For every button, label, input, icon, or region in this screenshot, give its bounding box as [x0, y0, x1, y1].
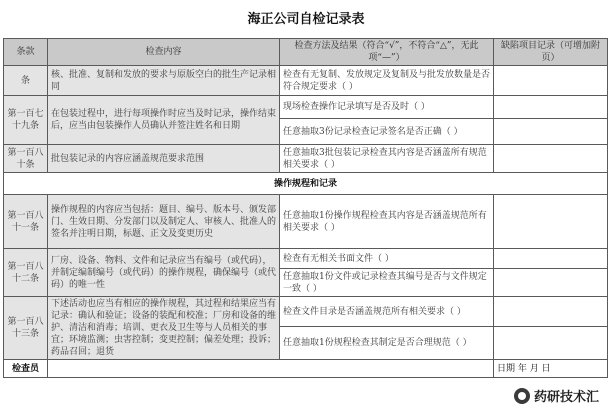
check-cell: 任意抽取1份规程检查其制定是否合理规范（ ）: [280, 327, 494, 360]
clause-cell: 第一百八十条: [4, 145, 48, 173]
check-cell: 任意抽取1份操作规程检查其内容是否涵盖规范所有相关要求（ ）: [280, 195, 494, 249]
date-field[interactable]: 日期 年 月 日: [494, 360, 608, 378]
check-cell: 现场检查操作记录填写是否及时（ ）: [280, 96, 494, 119]
section-title: 操作规程和记录: [4, 173, 608, 195]
check-cell: 任意抽取3份记录检查记录签名是否正确（ ）: [280, 119, 494, 145]
content-cell: 下述活动也应当有相应的操作规程，其过程和结果应当有记录：确认和验证；设备的装配和校准；厂房和设备的维护、清洁和消毒；培训、更衣及卫生等与人员相关的事宜；环境监测；虫害控制；变更控制；偏差处理；投诉；药品召回；退货: [48, 297, 280, 360]
check-cell: 检查有无复制、发放规定及复制及与批发放数量是否符合规定要求（ ）: [280, 66, 494, 96]
section-row: [4, 173, 608, 195]
inspector-signature-field[interactable]: [48, 360, 494, 378]
content-cell: 在包装过程中，进行每项操作时应当及时记录，操作结束后，应当由包装操作人员确认并签注姓名和日期: [48, 96, 280, 145]
clause-cell: 第一百八十三条: [4, 297, 48, 360]
table-row: [4, 297, 608, 327]
inspection-table: [3, 38, 608, 378]
watermark-text: 药研技术汇: [533, 390, 599, 405]
header-clause: 条款: [4, 39, 48, 66]
table-row: [4, 96, 608, 119]
wechat-icon: [514, 388, 530, 404]
check-cell: 任意抽取3批包装记录检查其内容是否涵盖所有规范相关要求（ ）: [280, 145, 494, 173]
header-content: 检查内容: [48, 39, 280, 66]
defect-cell[interactable]: [494, 195, 608, 249]
clause-cell: 第一百七十九条: [4, 96, 48, 145]
table-row: [4, 145, 608, 173]
watermark: [511, 385, 602, 406]
content-cell: 核、批准、复制和发放的要求与原版空白的批生产记录相同: [48, 66, 280, 96]
table-row: [4, 66, 608, 96]
content-cell: 操作规程的内容应当包括：题目、编号、版本号、颁发部门、生效日期、分发部门以及制定人、审核人、批准人的签名并注明日期，标题、正文及变更历史: [48, 195, 280, 249]
table-row: [4, 249, 608, 269]
header-defect: 缺陷项目记录（可增加附页）: [494, 39, 608, 66]
defect-cell[interactable]: [494, 249, 608, 269]
inspector-label: 检查员: [4, 360, 48, 378]
table-header-row: [4, 39, 608, 66]
defect-cell[interactable]: [494, 96, 608, 119]
clause-cell: 第一百八十一条: [4, 195, 48, 249]
defect-cell[interactable]: [494, 66, 608, 96]
clause-cell: 条: [4, 66, 48, 96]
table-row: [4, 195, 608, 249]
check-cell: 任意抽取1份文件或记录检查其编号是否与文件规定一致（ ）: [280, 269, 494, 297]
inspector-row: [4, 360, 608, 378]
defect-cell[interactable]: [494, 145, 608, 173]
content-cell: 批包装记录的内容应涵盖规范要求范围: [48, 145, 280, 173]
defect-cell[interactable]: [494, 119, 608, 145]
defect-cell[interactable]: [494, 327, 608, 360]
clause-cell: 第一百八十二条: [4, 249, 48, 297]
content-cell: 厂房、设备、物料、文件和记录应当有编号（或代码），并制定编制编号（或代码）的操作规程，确保编号（或代码）的唯一性: [48, 249, 280, 297]
check-cell: 检查有无相关书面文件（ ）: [280, 249, 494, 269]
header-method: 检查方法及结果（符合“√”，不符合“△”，无此项“—”）: [280, 39, 494, 66]
defect-cell[interactable]: [494, 269, 608, 297]
page-title: 海正公司自检记录表: [247, 12, 365, 27]
defect-cell[interactable]: [494, 297, 608, 327]
check-cell: 检查文件目录是否涵盖规范所有相关要求（ ）: [280, 297, 494, 327]
